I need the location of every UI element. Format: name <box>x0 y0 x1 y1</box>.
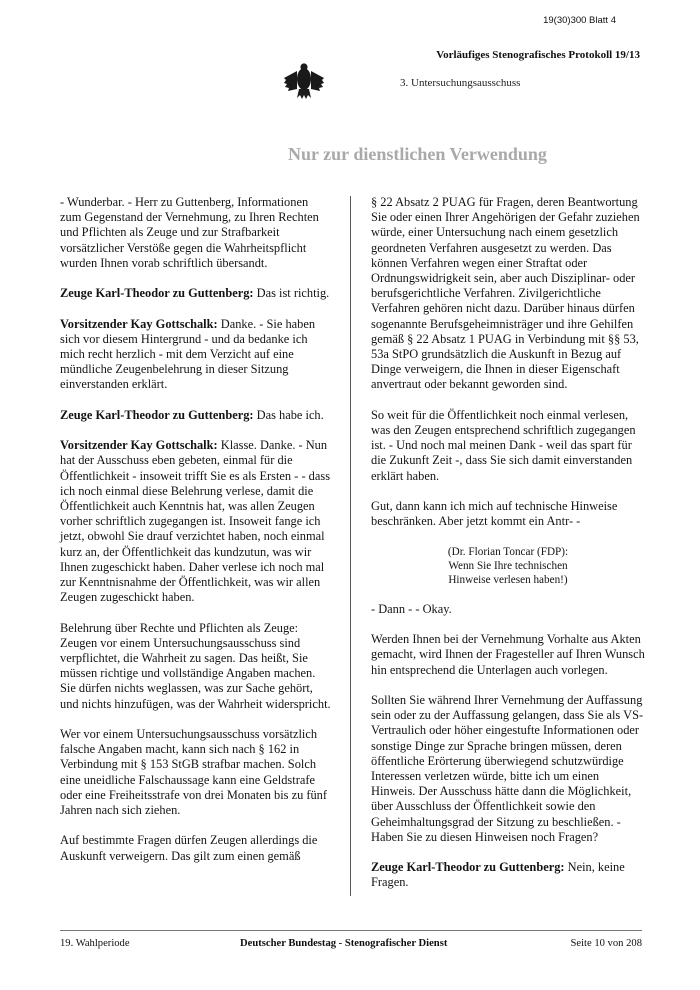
column-divider <box>350 196 351 896</box>
paragraph-text: Klasse. Danke. - Nun hat der Ausschuss eben gebeten, einmal für die Öffentlichkeit - insoweit trifft Sie es als Ersten - - dass ich noch einmal diese Belehrung verlese, damit die Öffentlichkeit auch Kenntnis hat, was allen Zeugen vorher schriftlich zugegangen ist. Insoweit fange ich jetzt, obwohl Sie drauf verzichtet haben, noch einmal kurz an, der Öffentlichkeit das kundzutun, was wir Ihnen zugeschickt haben. Daher verlese ich noch mal zur Kenntnisnahme der Öffentlichkeit, was wir allen Zeugen zugeschickt haben. <box>60 438 331 605</box>
speaker-name: Zeuge Karl-Theodor zu Guttenberg: <box>60 286 254 301</box>
interjection <box>371 545 645 587</box>
speaker-name: Zeuge Karl-Theodor zu Guttenberg: <box>371 860 565 875</box>
right-column <box>371 195 645 906</box>
footer-rule <box>60 930 642 931</box>
interjection-line: Hinweise verlesen haben!) <box>448 573 568 586</box>
transcript-paragraph <box>60 438 332 605</box>
transcript-paragraph <box>60 286 332 301</box>
transcript-paragraph <box>60 833 332 863</box>
transcript-paragraph <box>60 408 332 423</box>
paragraph-text: Das ist richtig. <box>256 286 330 301</box>
interjection-line: (Dr. Florian Toncar (FDP): <box>447 545 569 558</box>
document-reference: 19(30)300 Blatt 4 <box>543 15 616 26</box>
paragraph-text: So weit für die Öffentlichkeit noch einmal verlesen, was den Zeugen entsprechend schriftlich zugegangen ist. - Und noch mal meinen Dank - weil das spart für die Zukunft Zeit -, dass Sie sich damit einverstanden erklärt haben. <box>371 407 636 483</box>
paragraph-text: Wer vor einem Untersuchungsausschuss vorsätzlich falsche Angaben macht, kann sich nach § 162 in Verbindung mit § 153 StGB strafbar machen. Solch eine uneidliche Falschaussage kann eine Geldstrafe oder eine Freiheitsstrafe von drei Monaten bis zu fünf Jahren nach sich ziehen. <box>60 727 328 818</box>
footer-page-number: Seite 10 von 208 <box>570 938 642 949</box>
left-column <box>60 195 332 879</box>
speaker-name: Zeuge Karl-Theodor zu Guttenberg: <box>60 407 254 422</box>
paragraph-text: - Wunderbar. - Herr zu Guttenberg, Informationen zum Gegenstand der Vernehmung, zu Ihren Rechten und Pflichten als Zeuge und zur Strafbarkeit vorsätzlicher Verstöße gegen die Wahrheitspflicht wurden Ihnen vorab schriftlich übersandt. <box>60 195 319 270</box>
paragraph-text: Das habe ich. <box>256 407 324 422</box>
transcript-paragraph <box>371 860 645 890</box>
transcript-paragraph <box>60 727 332 818</box>
paragraph-text: Sollten Sie während Ihrer Vernehmung der Auffassung sein oder zu der Auffassung gelangen, dass Sie als VS-Vertraulich oder höher eingestufte Informationen oder sonstige Dinge zur Sprache bringen müssen, deren öffentliche Erörterung überwiegend schutzwürdige Interessen verletzen würde, bitte ich um einen Hinweis. Der Ausschuss hätte dann die Möglichkeit, über Ausschluss der Öffentlichkeit sowie den Geheimhaltungsgrad der Sitzung zu beschließen. - Haben Sie zu diesen Hinweisen noch Fragen? <box>371 693 644 844</box>
transcript-paragraph <box>371 195 645 393</box>
protocol-title: Vorläufiges Stenografisches Protokoll 19/13 <box>436 49 640 61</box>
transcript-paragraph <box>60 317 332 393</box>
interjection-line: Wenn Sie Ihre technischen <box>448 559 568 572</box>
classification-watermark: Nur zur dienstlichen Verwendung <box>288 144 547 164</box>
transcript-paragraph <box>371 408 645 484</box>
speaker-name: Vorsitzender Kay Gottschalk: <box>60 316 218 331</box>
transcript-paragraph <box>371 632 645 678</box>
transcript-paragraph <box>371 602 645 617</box>
footer-period: 19. Wahlperiode <box>60 938 130 949</box>
paragraph-text: Werden Ihnen bei der Vernehmung Vorhalte aus Akten gemacht, wird Ihnen der Fragesteller auf Ihren Wunsch hin entsprechend die Unterlagen auch vorlegen. <box>371 632 645 677</box>
paragraph-text: Belehrung über Rechte und Pflichten als Zeuge: Zeugen vor einem Untersuchungsausschuss sind verpflichtet, die Wahrheit zu sagen. Das heißt, Sie müssen richtige und vollständige Angaben machen. Sie dürfen nichts weglassen, was zur Sache gehört, und nichts hinzufügen, was der Wahrheit widerspricht. <box>60 620 331 711</box>
transcript-paragraph <box>60 195 332 271</box>
federal-eagle-icon <box>283 62 325 100</box>
speaker-name: Vorsitzender Kay Gottschalk: <box>60 438 218 453</box>
paragraph-text: Danke. - Sie haben sich vor diesem Hintergrund - und da bedanke ich mich recht herzlich - mit dem Verzicht auf eine mündliche Zeugenbelehrung in dieser Sitzung einverstanden erklärt. <box>60 316 316 392</box>
footer-service: Deutscher Bundestag - Stenografischer Dienst <box>240 938 448 949</box>
transcript-paragraph <box>371 693 645 845</box>
paragraph-text: - Dann - - Okay. <box>371 601 452 616</box>
paragraph-text: Gut, dann kann ich mich auf technische Hinweise beschränken. Aber jetzt kommt ein Antr- - <box>371 499 618 529</box>
transcript-paragraph <box>371 499 645 529</box>
paragraph-text: Nein, keine Fragen. <box>371 860 625 890</box>
paragraph-text: § 22 Absatz 2 PUAG für Fragen, deren Beantwortung Sie oder einen Ihrer Angehörigen der Gefahr zuziehen würde, einer Untersuchung nach einem gesetzlich geordneten Verfahren ausgesetzt zu werden. Das können Verfahren wegen einer Straftat oder Ordnungswidrigkeit sein, aber auch Disziplinar- oder berufsgerichtliche Verfahren. Zivilgerichtliche Verfahren gehören nicht dazu. Darüber hinaus dürfen sogenannte Berufsgeheimnisträger und ihre Gehilfen gemäß § 22 Absatz 1 PUAG in Verbindung mit §§ 53, 53a StPO grundsätzlich die Auskunft in Bezug auf Dinge verweigern, die Ihnen in dieser Eigenschaft anvertraut oder bekannt geworden sind. <box>371 195 640 392</box>
paragraph-text: Auf bestimmte Fragen dürfen Zeugen allerdings die Auskunft verweigern. Das gilt zum einen gemäß <box>60 833 318 863</box>
transcript-paragraph <box>60 621 332 712</box>
committee-name: 3. Untersuchungsausschuss <box>400 77 521 89</box>
